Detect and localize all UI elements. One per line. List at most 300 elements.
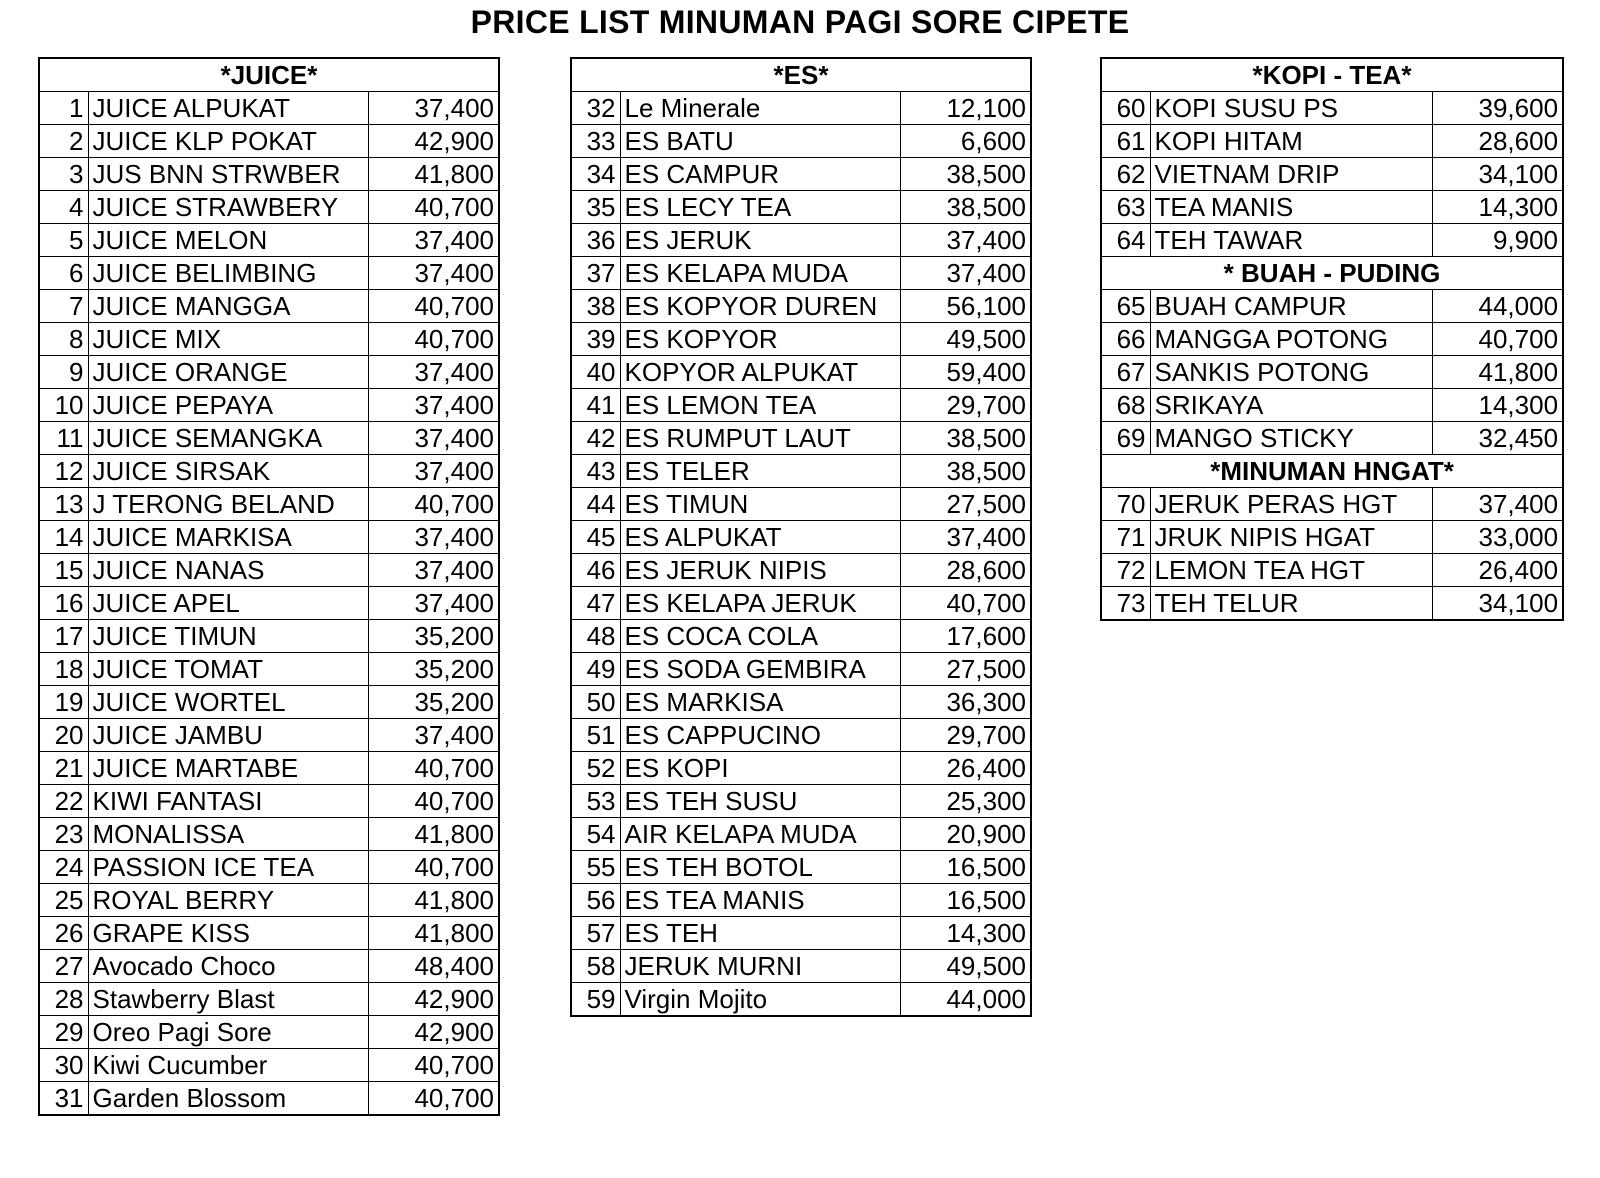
table-row [39, 983, 499, 1016]
item-price: 37,400 [1432, 488, 1563, 521]
item-name: VIETNAM DRIP [1150, 158, 1432, 191]
item-name: JUICE BELIMBING [88, 257, 368, 290]
table-row [571, 389, 1031, 422]
item-price: 34,100 [1432, 587, 1563, 621]
item-price: 40,700 [368, 323, 499, 356]
item-name: JRUK NIPIS HGAT [1150, 521, 1432, 554]
item-name: JUICE WORTEL [88, 686, 368, 719]
table-row [571, 92, 1031, 125]
item-price: 38,500 [900, 191, 1031, 224]
item-number: 24 [39, 851, 88, 884]
item-number: 7 [39, 290, 88, 323]
item-number: 63 [1101, 191, 1150, 224]
item-name: ES TIMUN [620, 488, 900, 521]
table-row [571, 125, 1031, 158]
item-number: 13 [39, 488, 88, 521]
table-row [1101, 554, 1563, 587]
table-row [1101, 224, 1563, 257]
item-price: 9,900 [1432, 224, 1563, 257]
table-row [571, 356, 1031, 389]
table-row [1101, 92, 1563, 125]
item-price: 56,100 [900, 290, 1031, 323]
item-price: 37,400 [368, 224, 499, 257]
table-row [39, 620, 499, 653]
item-number: 68 [1101, 389, 1150, 422]
item-name: JUICE MARKISA [88, 521, 368, 554]
table-row [571, 818, 1031, 851]
table-row [571, 752, 1031, 785]
item-name: JUICE SIRSAK [88, 455, 368, 488]
item-name: JUICE MARTABE [88, 752, 368, 785]
item-number: 11 [39, 422, 88, 455]
table-row [39, 125, 499, 158]
item-price: 37,400 [900, 521, 1031, 554]
table-row [39, 224, 499, 257]
item-name: Virgin Mojito [620, 983, 900, 1017]
item-name: JUICE KLP POKAT [88, 125, 368, 158]
table-row [571, 620, 1031, 653]
item-name: JUICE APEL [88, 587, 368, 620]
item-price: 37,400 [368, 422, 499, 455]
item-price: 25,300 [900, 785, 1031, 818]
item-number: 43 [571, 455, 620, 488]
item-number: 57 [571, 917, 620, 950]
table-row [571, 884, 1031, 917]
table-row [39, 884, 499, 917]
item-number: 59 [571, 983, 620, 1017]
item-number: 30 [39, 1049, 88, 1082]
item-number: 3 [39, 158, 88, 191]
item-number: 10 [39, 389, 88, 422]
juice-section-header: *JUICE* [39, 58, 499, 92]
table-row [571, 488, 1031, 521]
es-price-table [570, 57, 1032, 1017]
table-row [1101, 389, 1563, 422]
item-price: 37,400 [900, 257, 1031, 290]
item-number: 71 [1101, 521, 1150, 554]
item-price: 42,900 [368, 125, 499, 158]
item-name: ES TEH BOTOL [620, 851, 900, 884]
item-name: TEH TELUR [1150, 587, 1432, 621]
item-price: 34,100 [1432, 158, 1563, 191]
item-name: ES ALPUKAT [620, 521, 900, 554]
kopi-tea-items [1101, 92, 1563, 257]
item-name: JUICE TOMAT [88, 653, 368, 686]
item-price: 33,000 [1432, 521, 1563, 554]
item-number: 41 [571, 389, 620, 422]
item-number: 54 [571, 818, 620, 851]
item-name: JUICE MANGGA [88, 290, 368, 323]
table-row [571, 323, 1031, 356]
item-price: 37,400 [368, 257, 499, 290]
item-number: 28 [39, 983, 88, 1016]
table-row [39, 191, 499, 224]
table-row [571, 290, 1031, 323]
table-row [571, 191, 1031, 224]
table-row [571, 554, 1031, 587]
item-price: 38,500 [900, 455, 1031, 488]
table-row [571, 719, 1031, 752]
item-name: ES COCA COLA [620, 620, 900, 653]
item-number: 72 [1101, 554, 1150, 587]
item-price: 27,500 [900, 488, 1031, 521]
item-price: 16,500 [900, 851, 1031, 884]
item-name: JUICE SEMANGKA [88, 422, 368, 455]
item-name: TEA MANIS [1150, 191, 1432, 224]
item-number: 47 [571, 587, 620, 620]
item-name: Kiwi Cucumber [88, 1049, 368, 1082]
item-number: 19 [39, 686, 88, 719]
table-row [1101, 587, 1563, 621]
item-name: Stawberry Blast [88, 983, 368, 1016]
item-number: 67 [1101, 356, 1150, 389]
table-row [39, 389, 499, 422]
item-name: ES LEMON TEA [620, 389, 900, 422]
item-price: 41,800 [368, 917, 499, 950]
item-name: Oreo Pagi Sore [88, 1016, 368, 1049]
item-price: 27,500 [900, 653, 1031, 686]
item-price: 42,900 [368, 983, 499, 1016]
item-price: 41,800 [368, 818, 499, 851]
item-price: 40,700 [368, 785, 499, 818]
table-row [571, 653, 1031, 686]
item-number: 51 [571, 719, 620, 752]
item-price: 40,700 [900, 587, 1031, 620]
item-name: SRIKAYA [1150, 389, 1432, 422]
item-name: ES TELER [620, 455, 900, 488]
item-price: 32,450 [1432, 422, 1563, 455]
item-number: 46 [571, 554, 620, 587]
item-number: 70 [1101, 488, 1150, 521]
item-price: 41,800 [368, 158, 499, 191]
item-number: 32 [571, 92, 620, 125]
item-number: 66 [1101, 323, 1150, 356]
item-name: ES CAPPUCINO [620, 719, 900, 752]
item-name: ES KELAPA MUDA [620, 257, 900, 290]
table-row [1101, 422, 1563, 455]
item-price: 16,500 [900, 884, 1031, 917]
item-number: 40 [571, 356, 620, 389]
table-row [39, 752, 499, 785]
item-name: JUS BNN STRWBER [88, 158, 368, 191]
item-price: 49,500 [900, 323, 1031, 356]
table-row [1101, 290, 1563, 323]
page-title: PRICE LIST MINUMAN PAGI SORE CIPETE [470, 4, 1130, 40]
table-row [39, 323, 499, 356]
item-number: 35 [571, 191, 620, 224]
item-name: LEMON TEA HGT [1150, 554, 1432, 587]
item-price: 6,600 [900, 125, 1031, 158]
item-price: 14,300 [1432, 191, 1563, 224]
item-number: 2 [39, 125, 88, 158]
item-name: MANGO STICKY [1150, 422, 1432, 455]
item-number: 23 [39, 818, 88, 851]
item-number: 20 [39, 719, 88, 752]
table-row [1101, 125, 1563, 158]
item-price: 40,700 [368, 752, 499, 785]
table-row [39, 950, 499, 983]
item-name: ES TEA MANIS [620, 884, 900, 917]
item-price: 39,600 [1432, 92, 1563, 125]
item-price: 35,200 [368, 653, 499, 686]
item-number: 25 [39, 884, 88, 917]
item-name: MANGGA POTONG [1150, 323, 1432, 356]
item-number: 48 [571, 620, 620, 653]
item-name: KOPI SUSU PS [1150, 92, 1432, 125]
buah-puding-section-header: * BUAH - PUDING [1101, 257, 1563, 290]
table-row [1101, 488, 1563, 521]
table-row [39, 917, 499, 950]
item-price: 49,500 [900, 950, 1031, 983]
item-number: 33 [571, 125, 620, 158]
table-row [571, 422, 1031, 455]
table-row [39, 455, 499, 488]
item-number: 44 [571, 488, 620, 521]
item-number: 49 [571, 653, 620, 686]
item-number: 38 [571, 290, 620, 323]
item-number: 34 [571, 158, 620, 191]
item-name: JUICE STRAWBERY [88, 191, 368, 224]
table-row [571, 158, 1031, 191]
table-row [39, 554, 499, 587]
item-price: 37,400 [368, 389, 499, 422]
table-row [571, 983, 1031, 1017]
item-name: ES KOPI [620, 752, 900, 785]
table-row [39, 785, 499, 818]
table-row [571, 851, 1031, 884]
item-name: MONALISSA [88, 818, 368, 851]
table-row [39, 851, 499, 884]
item-number: 64 [1101, 224, 1150, 257]
item-name: JUICE TIMUN [88, 620, 368, 653]
table-row [571, 257, 1031, 290]
item-price: 28,600 [1432, 125, 1563, 158]
item-number: 39 [571, 323, 620, 356]
table-row [1101, 158, 1563, 191]
item-number: 60 [1101, 92, 1150, 125]
item-price: 29,700 [900, 719, 1031, 752]
item-price: 37,400 [900, 224, 1031, 257]
es-section-header: *ES* [571, 58, 1031, 92]
item-name: JUICE ORANGE [88, 356, 368, 389]
item-price: 35,200 [368, 620, 499, 653]
item-number: 50 [571, 686, 620, 719]
item-name: KIWI FANTASI [88, 785, 368, 818]
item-number: 29 [39, 1016, 88, 1049]
item-name: ES JERUK NIPIS [620, 554, 900, 587]
minuman-hangat-section-header: *MINUMAN HNGAT* [1101, 455, 1563, 488]
item-price: 37,400 [368, 554, 499, 587]
item-number: 15 [39, 554, 88, 587]
item-name: PASSION ICE TEA [88, 851, 368, 884]
table-row [39, 719, 499, 752]
item-number: 65 [1101, 290, 1150, 323]
item-number: 37 [571, 257, 620, 290]
item-price: 26,400 [900, 752, 1031, 785]
item-price: 37,400 [368, 587, 499, 620]
table-row [571, 785, 1031, 818]
item-price: 38,500 [900, 422, 1031, 455]
item-price: 37,400 [368, 92, 499, 125]
table-row [571, 587, 1031, 620]
item-number: 8 [39, 323, 88, 356]
table-row [1101, 356, 1563, 389]
item-price: 42,900 [368, 1016, 499, 1049]
item-number: 14 [39, 521, 88, 554]
item-price: 41,800 [368, 884, 499, 917]
item-price: 37,400 [368, 719, 499, 752]
item-price: 14,300 [900, 917, 1031, 950]
item-price: 59,400 [900, 356, 1031, 389]
item-number: 56 [571, 884, 620, 917]
item-name: KOPYOR ALPUKAT [620, 356, 900, 389]
kopi-tea-price-table [1100, 57, 1564, 621]
buah-puding-items [1101, 290, 1563, 455]
minuman-hangat-items [1101, 488, 1563, 621]
item-number: 53 [571, 785, 620, 818]
item-number: 6 [39, 257, 88, 290]
item-price: 44,000 [900, 983, 1031, 1017]
item-number: 42 [571, 422, 620, 455]
item-name: ES KELAPA JERUK [620, 587, 900, 620]
item-number: 18 [39, 653, 88, 686]
item-name: JUICE NANAS [88, 554, 368, 587]
item-price: 26,400 [1432, 554, 1563, 587]
item-number: 12 [39, 455, 88, 488]
item-price: 48,400 [368, 950, 499, 983]
item-price: 35,200 [368, 686, 499, 719]
item-name: ES MARKISA [620, 686, 900, 719]
juice-price-table [38, 57, 500, 1116]
juice-items [39, 92, 499, 1116]
table-row [39, 1016, 499, 1049]
item-name: JUICE MIX [88, 323, 368, 356]
item-price: 14,300 [1432, 389, 1563, 422]
table-row [39, 521, 499, 554]
table-row [571, 686, 1031, 719]
item-name: JUICE JAMBU [88, 719, 368, 752]
item-price: 40,700 [368, 851, 499, 884]
item-price: 40,700 [368, 191, 499, 224]
table-row [39, 653, 499, 686]
item-name: ES TEH SUSU [620, 785, 900, 818]
item-price: 38,500 [900, 158, 1031, 191]
item-number: 9 [39, 356, 88, 389]
table-row [39, 422, 499, 455]
table-row [39, 158, 499, 191]
item-price: 29,700 [900, 389, 1031, 422]
table-row [1101, 191, 1563, 224]
table-row [571, 455, 1031, 488]
item-number: 5 [39, 224, 88, 257]
item-number: 61 [1101, 125, 1150, 158]
table-row [39, 686, 499, 719]
item-name: TEH TAWAR [1150, 224, 1432, 257]
item-number: 36 [571, 224, 620, 257]
item-number: 1 [39, 92, 88, 125]
item-name: JUICE PEPAYA [88, 389, 368, 422]
table-row [571, 224, 1031, 257]
item-name: Avocado Choco [88, 950, 368, 983]
table-row [39, 1049, 499, 1082]
item-price: 40,700 [1432, 323, 1563, 356]
item-name: ES TEH [620, 917, 900, 950]
item-name: Le Minerale [620, 92, 900, 125]
item-name: ES LECY TEA [620, 191, 900, 224]
item-price: 40,700 [368, 1082, 499, 1116]
item-name: JERUK MURNI [620, 950, 900, 983]
item-name: ES JERUK [620, 224, 900, 257]
item-number: 58 [571, 950, 620, 983]
item-number: 21 [39, 752, 88, 785]
item-name: J TERONG BELAND [88, 488, 368, 521]
item-price: 40,700 [368, 290, 499, 323]
item-name: GRAPE KISS [88, 917, 368, 950]
item-name: ES SODA GEMBIRA [620, 653, 900, 686]
item-price: 17,600 [900, 620, 1031, 653]
table-row [39, 488, 499, 521]
table-row [39, 587, 499, 620]
item-price: 41,800 [1432, 356, 1563, 389]
item-name: ES KOPYOR DUREN [620, 290, 900, 323]
item-number: 62 [1101, 158, 1150, 191]
item-name: ES CAMPUR [620, 158, 900, 191]
item-price: 37,400 [368, 455, 499, 488]
item-price: 12,100 [900, 92, 1031, 125]
item-number: 17 [39, 620, 88, 653]
item-number: 69 [1101, 422, 1150, 455]
item-name: ES RUMPUT LAUT [620, 422, 900, 455]
item-name: ROYAL BERRY [88, 884, 368, 917]
table-row [39, 290, 499, 323]
item-name: ES BATU [620, 125, 900, 158]
item-number: 55 [571, 851, 620, 884]
table-row [1101, 521, 1563, 554]
item-name: JUICE MELON [88, 224, 368, 257]
item-number: 45 [571, 521, 620, 554]
es-items [571, 92, 1031, 1017]
table-row [39, 1082, 499, 1116]
item-name: Garden Blossom [88, 1082, 368, 1116]
table-row [39, 92, 499, 125]
table-row [571, 917, 1031, 950]
item-price: 28,600 [900, 554, 1031, 587]
table-row [1101, 323, 1563, 356]
item-name: BUAH CAMPUR [1150, 290, 1432, 323]
item-price: 40,700 [368, 1049, 499, 1082]
item-number: 52 [571, 752, 620, 785]
item-name: ES KOPYOR [620, 323, 900, 356]
item-number: 73 [1101, 587, 1150, 621]
item-price: 36,300 [900, 686, 1031, 719]
item-price: 20,900 [900, 818, 1031, 851]
item-number: 31 [39, 1082, 88, 1116]
item-name: JERUK PERAS HGT [1150, 488, 1432, 521]
item-number: 22 [39, 785, 88, 818]
item-price: 44,000 [1432, 290, 1563, 323]
item-number: 16 [39, 587, 88, 620]
kopi-tea-section-header: *KOPI - TEA* [1101, 58, 1563, 92]
item-name: JUICE ALPUKAT [88, 92, 368, 125]
item-name: SANKIS POTONG [1150, 356, 1432, 389]
item-number: 4 [39, 191, 88, 224]
table-row [39, 818, 499, 851]
table-row [571, 950, 1031, 983]
table-row [571, 521, 1031, 554]
table-row [39, 257, 499, 290]
item-name: KOPI HITAM [1150, 125, 1432, 158]
item-number: 27 [39, 950, 88, 983]
